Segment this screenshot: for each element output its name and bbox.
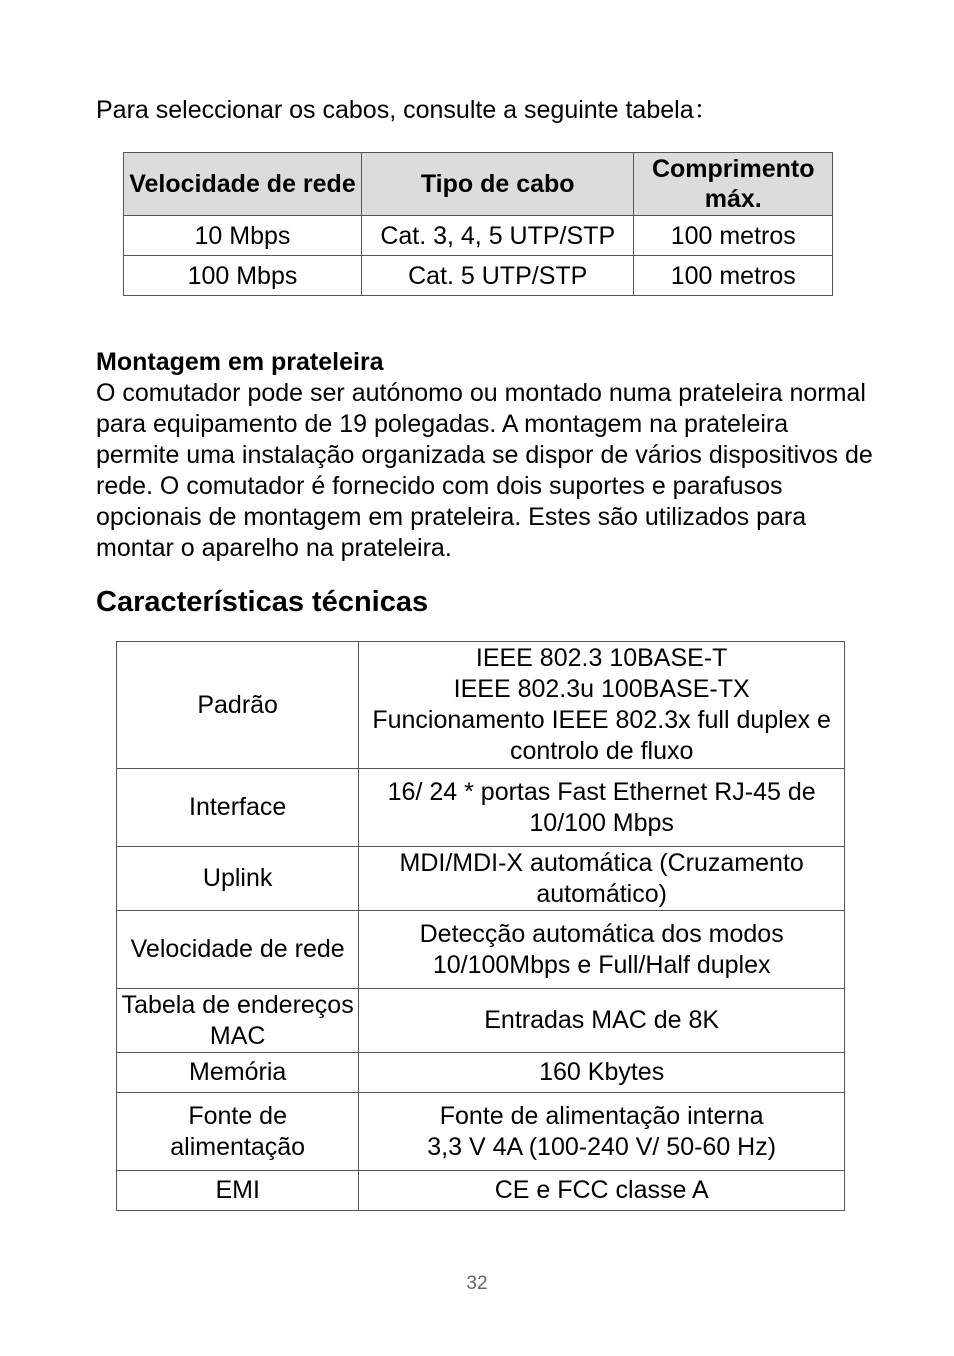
spec-label: Fonte de alimentação (117, 1093, 359, 1171)
cell-cable-type: Cat. 5 UTP/STP (361, 256, 634, 296)
spec-value (359, 989, 845, 1053)
cell-max-length: 100 metros (634, 216, 833, 256)
spec-value-line: IEEE 802.3u 100BASE-TX (453, 675, 750, 703)
cell-speed: 10 Mbps (124, 216, 362, 256)
spec-label: Memória (117, 1053, 359, 1093)
table-row (117, 911, 845, 989)
spec-value (359, 911, 845, 989)
table-row (124, 216, 833, 256)
intro-text: Para seleccionar os cabos, consulte a seguinte tabela： (96, 96, 719, 124)
spec-label: Velocidade de rede (117, 911, 359, 989)
cell-cable-type: Cat. 3, 4, 5 UTP/STP (361, 216, 634, 256)
spec-value-line: 16/ 24 * portas Fast Ethernet RJ-45 de 10/100 Mbps (387, 777, 816, 837)
spec-value-line: CE e FCC classe A (494, 1176, 709, 1204)
spec-label: Uplink (117, 847, 359, 911)
cell-speed: 100 Mbps (124, 256, 362, 296)
spec-value-line: Entradas MAC de 8K (484, 1006, 720, 1034)
spec-value (359, 1171, 845, 1211)
spec-value-line: 160 Kbytes (539, 1058, 665, 1086)
cable-table (123, 152, 833, 296)
table-row (117, 769, 845, 847)
page-number: 32 (466, 1273, 488, 1294)
table-row (117, 1171, 845, 1211)
table-row (117, 642, 845, 769)
spec-label: EMI (117, 1171, 359, 1211)
table-row (117, 847, 845, 911)
rack-mount-heading: Montagem em prateleira (96, 348, 384, 376)
spec-value (359, 642, 845, 769)
spec-value-line: Funcionamento IEEE 802.3x full duplex e controlo de fluxo (372, 706, 831, 765)
cell-max-length: 100 metros (634, 256, 833, 296)
header-max-length: Comprimento máx. (634, 153, 833, 216)
spec-label: Tabela de endereços MAC (117, 989, 359, 1053)
spec-label: Interface (117, 769, 359, 847)
spec-value (359, 1053, 845, 1093)
cable-table-header-row (124, 153, 833, 216)
table-row (117, 1053, 845, 1093)
table-row (117, 1093, 845, 1171)
spec-value (359, 847, 845, 911)
spec-value-line: Fonte de alimentação interna (439, 1101, 764, 1130)
spec-value (359, 769, 845, 847)
table-row (117, 989, 845, 1053)
spec-value (359, 1093, 845, 1171)
header-cable-type: Tipo de cabo (361, 153, 634, 216)
header-network-speed: Velocidade de rede (124, 153, 362, 216)
specs-title: Características técnicas (96, 586, 429, 618)
spec-value-line: MDI/MDI-X automática (Cruzamento automático) (399, 848, 804, 908)
rack-mount-body: O comutador pode ser autónomo ou montado numa prateleira normal para equipamento de 19 polegadas. A montagem na prateleira permite uma instalação organizada se dispor de vários dispositivos de rede. O comutador é fornecido com dois suportes e parafusos opcionais de montagem em prateleira. Estes são utilizados para montar o aparelho na prateleira. (96, 379, 873, 562)
specs-table (116, 641, 845, 1211)
spec-value-line: 3,3 V 4A (100-240 V/ 50-60 Hz) (427, 1132, 777, 1161)
spec-label: Padrão (117, 642, 359, 769)
spec-value-line: IEEE 802.3 10BASE-T (475, 644, 728, 672)
spec-value-line: Detecção automática dos modos 10/100Mbps e Full/Half duplex (419, 919, 784, 979)
table-row (124, 256, 833, 296)
